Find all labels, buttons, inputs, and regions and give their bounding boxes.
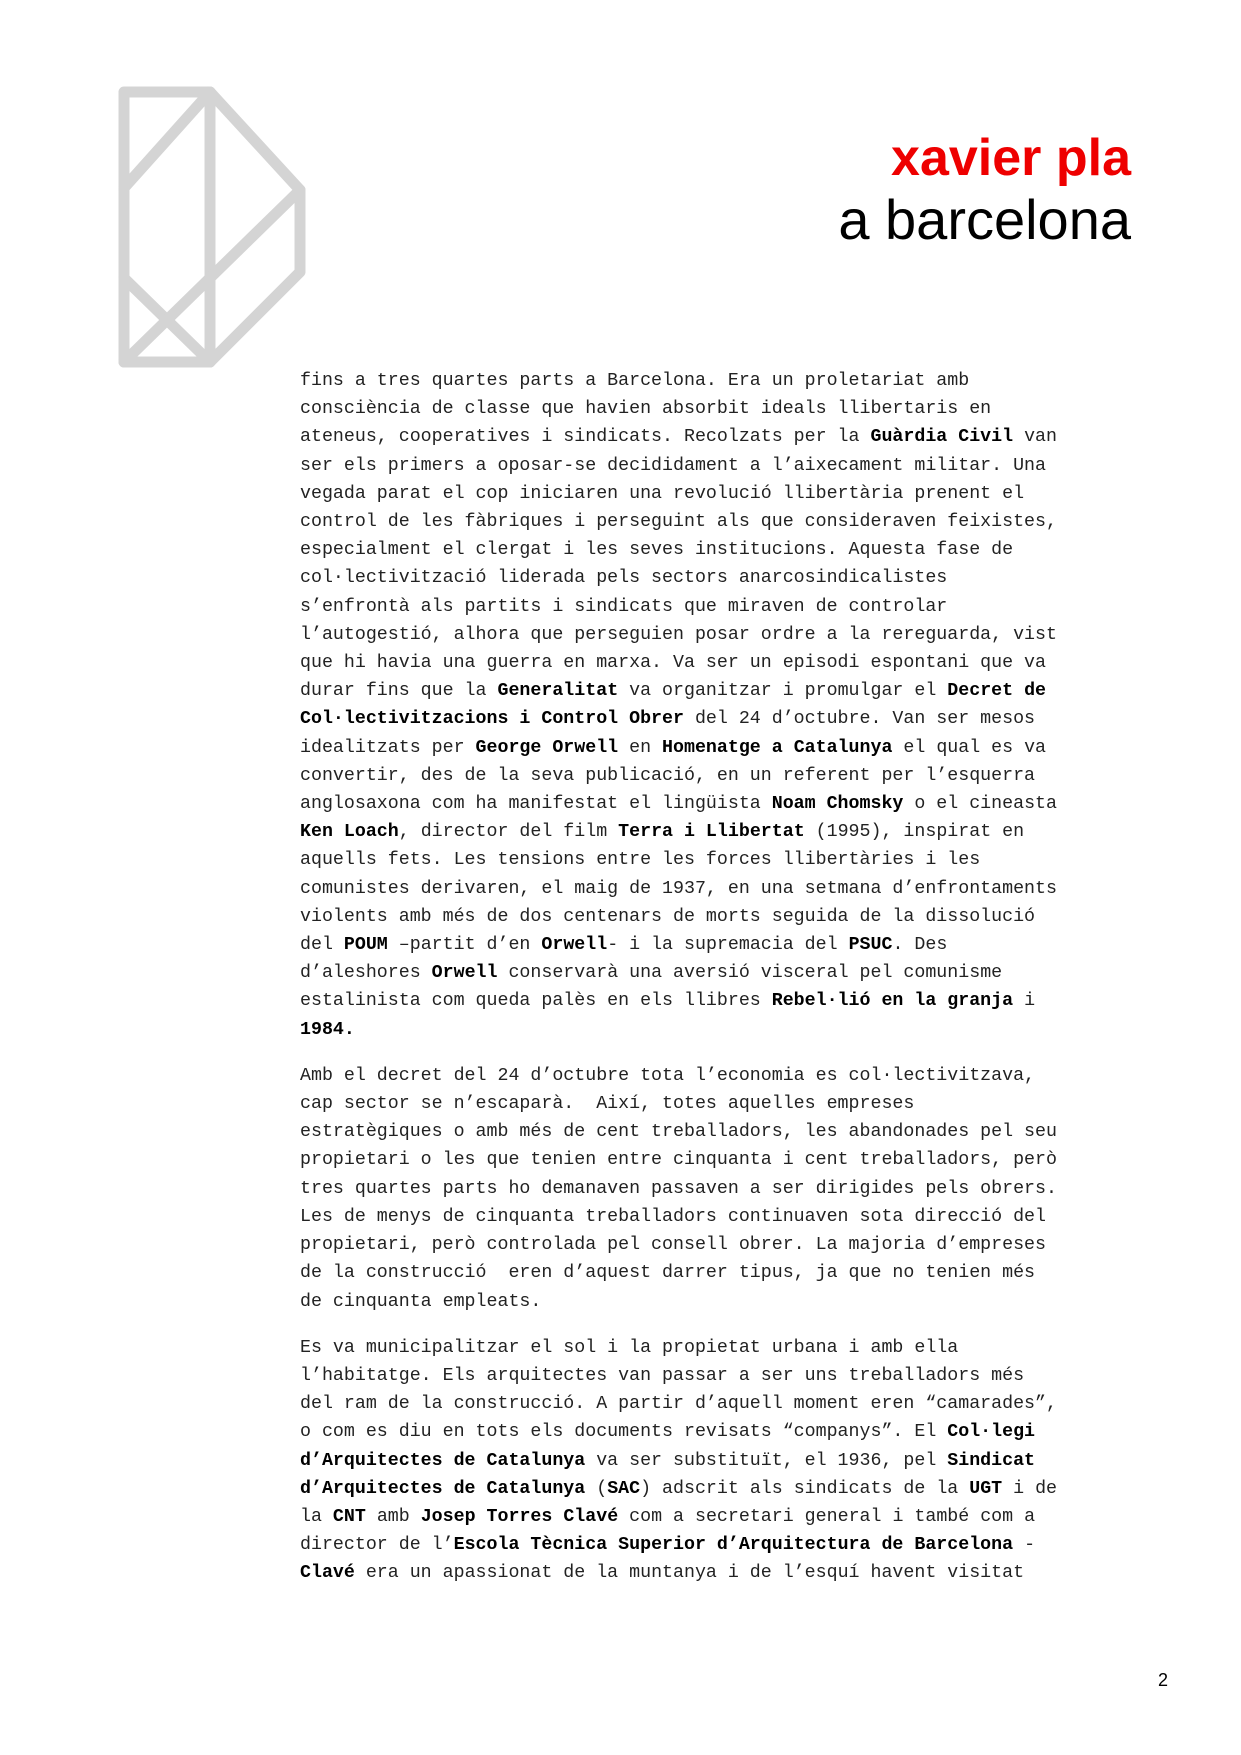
text-line xyxy=(300,1259,1168,1287)
text-line xyxy=(300,452,1168,480)
text-line xyxy=(300,1418,1168,1446)
text-run: l’autogestió, alhora que perseguien posar ordre a la rereguarda, vist xyxy=(300,624,1057,645)
bold-term: Generalitat xyxy=(497,681,619,702)
text-run: que hi havia una guerra en marxa. Va ser un episodi espontani que va xyxy=(300,653,1046,674)
bold-term: Ken Loach xyxy=(300,822,399,843)
text-line xyxy=(300,1231,1168,1259)
bold-term: Orwell xyxy=(541,935,608,956)
text-line xyxy=(300,508,1168,536)
text-line xyxy=(300,1203,1168,1231)
text-run: el qual es va xyxy=(892,737,1047,758)
text-run: idealitzats per xyxy=(300,737,476,758)
text-run: d’aleshores xyxy=(300,963,432,984)
paragraph xyxy=(300,1334,1168,1588)
text-run: o com es diu en tots els documents revisats “companys”. El xyxy=(300,1422,948,1443)
bold-term: George Orwell xyxy=(475,737,619,758)
body-text xyxy=(300,367,1168,1606)
text-line xyxy=(300,1447,1168,1475)
text-line xyxy=(300,423,1168,451)
text-run: era un apassionat de la muntanya i de l’esquí havent visitat xyxy=(354,1563,1025,1584)
text-line xyxy=(300,1062,1168,1090)
text-line xyxy=(300,1390,1168,1418)
text-run: estratègiques o amb més de cent treballadors, les abandonades pel seu xyxy=(300,1122,1057,1143)
bold-term: POUM xyxy=(343,935,388,956)
text-run: vegada parat el cop iniciaren una revolució llibertària prenent el xyxy=(300,483,1025,504)
text-line xyxy=(300,931,1168,959)
bold-term: d’Arquitectes de Catalunya xyxy=(300,1450,586,1471)
text-run: consciència de classe que havien absorbit ideals llibertaris en xyxy=(300,399,992,420)
bold-term: Decret de xyxy=(947,681,1047,702)
text-run: - i la supremacia del xyxy=(607,935,849,956)
text-line xyxy=(300,818,1168,846)
text-run: - xyxy=(1013,1535,1036,1556)
bold-term: Col·legi xyxy=(947,1422,1036,1443)
text-run: amb xyxy=(365,1506,421,1527)
bold-term: Noam Chomsky xyxy=(771,794,904,815)
text-line xyxy=(300,903,1168,931)
bold-term: Clavé xyxy=(300,1563,355,1584)
text-line xyxy=(300,987,1168,1015)
text-run: propietari, però controlada pel consell obrer. La majoria d’empreses xyxy=(300,1235,1046,1256)
text-run: va organitzar i promulgar el xyxy=(618,681,948,702)
text-run: aquells fets. Les tensions entre les forces llibertàries i les xyxy=(300,850,981,871)
text-line xyxy=(300,367,1168,395)
text-line xyxy=(300,1090,1168,1118)
text-line xyxy=(300,734,1168,762)
text-run: Les de menys de cinquanta treballadors continuaven sota direcció del xyxy=(300,1206,1046,1227)
text-line xyxy=(300,1175,1168,1203)
text-run: va ser substituït, el 1936, pel xyxy=(585,1450,948,1471)
bold-term: Orwell xyxy=(431,963,498,984)
text-line xyxy=(300,1362,1168,1390)
page-number: 2 xyxy=(1157,1670,1168,1690)
bold-term: Guàrdia Civil xyxy=(870,427,1014,448)
paragraph xyxy=(300,367,1168,1044)
bold-term: Homenatge a Catalunya xyxy=(662,737,893,758)
text-line xyxy=(300,1288,1168,1316)
author-name: xavier pla xyxy=(891,129,1131,187)
bold-term: Josep Torres Clavé xyxy=(420,1506,619,1527)
text-line xyxy=(300,564,1168,592)
text-run: i de xyxy=(1002,1478,1058,1499)
text-run: ser els primers a oposar-se decididament a l’aixecament militar. Una xyxy=(300,455,1046,476)
text-run: ( xyxy=(585,1478,608,1499)
text-run: com a secretari general i també com a xyxy=(618,1506,1036,1527)
location-title: a barcelona xyxy=(838,188,1131,251)
text-run: s’enfrontà als partits i sindicats que miraven de controlar xyxy=(300,596,948,617)
text-run: estalinista com queda palès en els llibres xyxy=(300,991,772,1012)
bold-term: Escola Tècnica Superior d’Arquitectura de Barcelona xyxy=(453,1535,1014,1556)
text-run: especialment el clergat i les seves institucions. Aquesta fase de xyxy=(300,540,1014,561)
bold-term: 1984. xyxy=(300,1019,355,1040)
text-line xyxy=(300,621,1168,649)
bold-term: Terra i Llibertat xyxy=(618,822,805,843)
text-run: o el cineasta xyxy=(903,794,1057,815)
text-run: i xyxy=(1013,991,1036,1012)
bold-term: SAC xyxy=(607,1478,641,1499)
bold-term: PSUC xyxy=(848,935,893,956)
bold-term: d’Arquitectes de Catalunya xyxy=(300,1478,586,1499)
text-run: en xyxy=(618,737,663,758)
text-run: fins a tres quartes parts a Barcelona. Era un proletariat amb xyxy=(300,371,970,391)
bold-term: Sindicat xyxy=(947,1450,1036,1471)
text-line xyxy=(300,762,1168,790)
text-run: col·lectivització liderada pels sectors anarcosindicalistes xyxy=(300,568,948,589)
text-line xyxy=(300,1503,1168,1531)
text-run: conservarà una aversió visceral pel comunisme xyxy=(497,963,1003,984)
text-run: –partit d’en xyxy=(387,935,542,956)
text-run: convertir, des de la seva publicació, en un referent per l’esquerra xyxy=(300,765,1036,786)
text-line xyxy=(300,1559,1168,1587)
text-run: de cinquanta empleats. xyxy=(300,1291,542,1312)
text-line xyxy=(300,1118,1168,1146)
text-line xyxy=(300,959,1168,987)
text-run: (1995), inspirat en xyxy=(804,822,1025,843)
text-run: anglosaxona com ha manifestat el lingüista xyxy=(300,794,772,815)
bold-term: Col·lectivitzacions i Control Obrer xyxy=(300,709,684,730)
bold-term: CNT xyxy=(332,1506,366,1527)
text-line xyxy=(300,1334,1168,1362)
text-run: cap sector se n’escaparà. Així, totes aquelles empreses xyxy=(300,1094,915,1115)
text-line xyxy=(300,1531,1168,1559)
text-run: del xyxy=(300,935,344,956)
text-line xyxy=(300,705,1168,733)
text-run: del ram de la construcció. A partir d’aquell moment eren “camarades”, xyxy=(300,1394,1057,1415)
text-run: violents amb més de dos centenars de morts seguida de la dissolució xyxy=(300,906,1036,927)
paragraph xyxy=(300,1062,1168,1316)
text-run: comunistes derivaren, el maig de 1937, en una setmana d’enfrontaments xyxy=(300,878,1057,899)
bold-term: UGT xyxy=(969,1478,1003,1499)
text-line xyxy=(300,593,1168,621)
text-run: de la construcció eren d’aquest darrer tipus, ja que no tenien més xyxy=(300,1263,1036,1284)
text-run: ) adscrit als sindicats de la xyxy=(640,1478,970,1499)
text-line xyxy=(300,875,1168,903)
text-run: , director del film xyxy=(398,822,619,843)
text-run: . Des xyxy=(892,935,948,956)
text-run: l’habitatge. Els arquitectes van passar a ser uns treballadors més xyxy=(300,1365,1025,1386)
text-run: control de les fàbriques i perseguint als que consideraven feixistes, xyxy=(300,512,1057,533)
logo-icon xyxy=(118,86,314,368)
text-line xyxy=(300,536,1168,564)
text-run: Es va municipalitzar el sol i la propietat urbana i amb ella xyxy=(300,1337,959,1358)
text-run: ateneus, cooperatives i sindicats. Recolzats per la xyxy=(300,427,871,448)
text-run: director de l’ xyxy=(300,1535,454,1556)
text-line xyxy=(300,480,1168,508)
text-line xyxy=(300,649,1168,677)
text-run: tres quartes parts ho demanaven passaven a ser dirigides pels obrers. xyxy=(300,1178,1057,1199)
text-line xyxy=(300,846,1168,874)
text-line xyxy=(300,1146,1168,1174)
text-line xyxy=(300,1475,1168,1503)
text-run: Amb el decret del 24 d’octubre tota l’economia es col·lectivitzava, xyxy=(300,1065,1036,1086)
bold-term: Rebel·lió en la granja xyxy=(771,991,1014,1012)
text-line xyxy=(300,395,1168,423)
text-run: la xyxy=(300,1506,333,1527)
document-header xyxy=(838,128,1131,252)
text-run: van xyxy=(1013,427,1057,448)
text-line xyxy=(300,1016,1168,1044)
text-line xyxy=(300,677,1168,705)
text-run: del 24 d’octubre. Van ser mesos xyxy=(683,709,1036,730)
text-line xyxy=(300,790,1168,818)
text-run: durar fins que la xyxy=(300,681,498,702)
text-run: propietari o les que tenien entre cinquanta i cent treballadors, però xyxy=(300,1150,1057,1171)
